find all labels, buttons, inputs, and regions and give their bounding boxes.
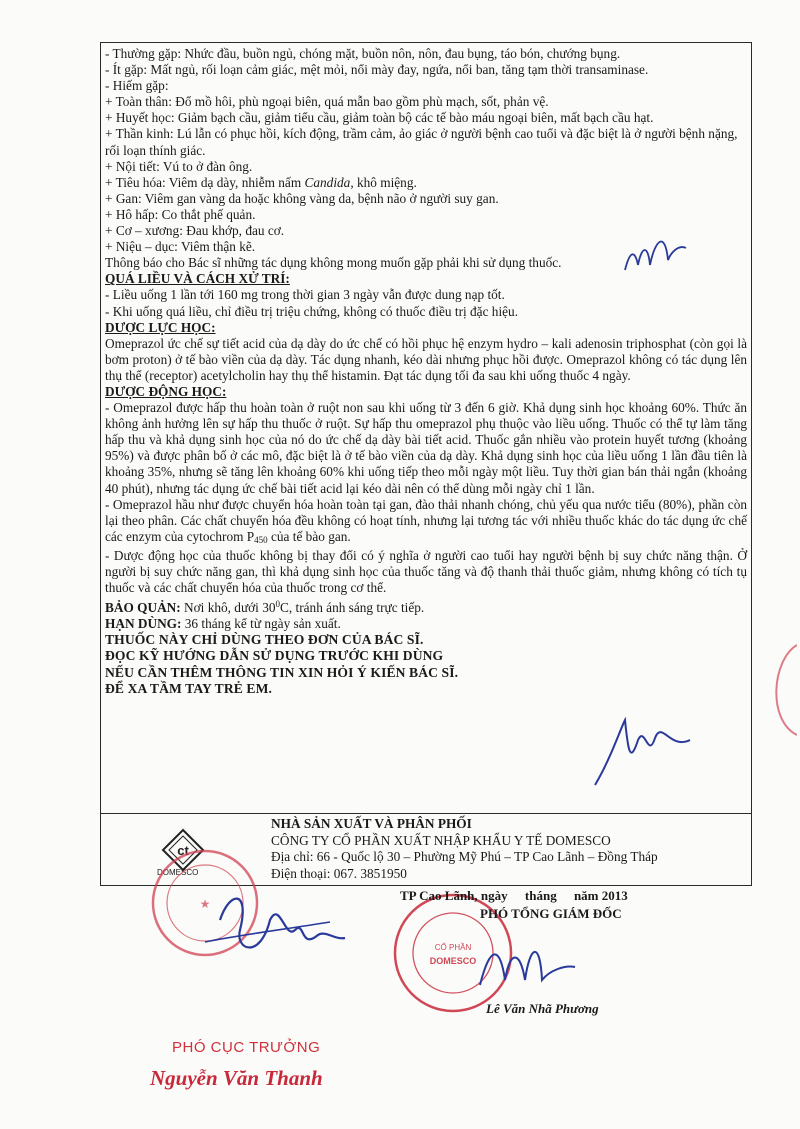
svg-text:DOMESCO: DOMESCO <box>429 956 477 966</box>
text-fragment: 36 tháng kể từ ngày sản xuất. <box>181 616 341 632</box>
paragraph: - Omeprazol được hấp thu hoàn toàn ở ruột non sau khi uống từ 3 đến 6 giờ. Khả dụng sinh học khoảng 60%. Thức ăn không ảnh hưởng lên sự hấp thu thuốc ở ruột. Sự hấp thu omeprazol phụ thuộc vào liều uống. Thuốc có thể tự làm tăng hấp thu và khả dụng sinh học của nó do ức chế dạ dày bài tiết acid. Thuốc gắn nhiều vào protein huyết tương (khoảng 95%) và được phân bố ở các mô, đặc biệt là ở tế bào viền của dạ dày. Khả dụng sinh học của liều uống 1 lần đầu tiên là khoảng 35%, nhưng sẽ tăng lên khoảng 60% khi uống tiếp theo mỗi ngày một liều. Tuy thời gian bán thải ngắn (khoảng 40 phút), nhưng tác dụng ức chế bài tiết acid lại kéo dài nên có thể dùng mỗi ngày chỉ 1 lần. <box>105 400 747 496</box>
text-line: + Hô hấp: Co thắt phế quản. <box>105 206 256 222</box>
manufacturer-company: CÔNG TY CỔ PHẦN XUẤT NHẬP KHẨU Y TẾ DOMESCO <box>271 832 611 848</box>
text-line: - Ít gặp: Mất ngủ, rối loạn cảm giác, mệt mỏi, nổi mày đay, ngứa, nổi ban, tăng tạm thời transaminase. <box>105 62 649 78</box>
text-fragment: + Tiêu hóa: Viêm dạ dày, nhiễm nấm <box>105 174 305 190</box>
paragraph: Omeprazol ức chế sự tiết acid của dạ dày do ức chế có hồi phục hệ enzym hydro – kali adenosin triphosphat (còn gọi là bơm proton) ở tế bào viền của dạ dày. Tác dụng nhanh, kéo dài nhưng phục hồi được. Omeprazol không có tác dụng lên thụ thể (receptor) acetylcholin hay thụ thể histamin. Đạt tác dụng tối đa sau khi uống thuốc 4 ngày. <box>105 335 747 383</box>
text-line: + Thần kinh: Lú lẫn có phục hồi, kích động, trầm cảm, ảo giác ở người bệnh cao tuổi và đặc biệt là ở người bệnh nặng, rối loạn thính giác. <box>105 126 738 158</box>
signature-name: Lê Văn Nhã Phương <box>486 1001 599 1016</box>
official-title: PHÓ CỤC TRƯỞNG <box>172 1039 321 1056</box>
section-heading-pharmacodynamics: DƯỢC LỰC HỌC: <box>105 319 216 335</box>
margin-stamp-icon <box>757 640 797 740</box>
text-line: - Thường gặp: Nhức đầu, buồn ngủ, chóng mặt, buồn nôn, nôn, đau bụng, táo bón, chướng bụng. <box>105 46 621 61</box>
text-line: - Liều uống 1 lần tới 160 mg trong thời gian 3 ngày vẫn được dung nạp tốt. <box>105 287 505 303</box>
svg-text:★: ★ <box>199 897 211 911</box>
subscript: 450 <box>254 534 268 545</box>
paragraph <box>105 497 747 548</box>
text-line: + Gan: Viêm gan vàng da hoặc không vàng da, bệnh não ở người suy gan. <box>105 190 499 206</box>
warning-line: ĐỌC KỸ HƯỚNG DẪN SỬ DỤNG TRƯỚC KHI DÙNG <box>105 648 444 664</box>
paragraph: - Dược động học của thuốc không bị thay đổi có ý nghĩa ở người cao tuổi hay người bệnh bị suy chức năng thận. Ở người bị suy chức năng gan, thì khả dụng sinh học của thuốc tăng và độ thanh thải thuốc giảm, nhưng không có tích tụ thuốc và các chất chuyển hóa của thuốc trong cơ thể. <box>105 547 747 596</box>
text-line: + Toàn thân: Đổ mồ hôi, phù ngoại biên, quá mẫn bao gồm phù mạch, sốt, phản vệ. <box>105 94 549 110</box>
warning-line: NẾU CẦN THÊM THÔNG TIN XIN HỎI Ý KIẾN BÁC SĨ. <box>105 664 459 680</box>
section-heading-pharmacokinetics: DƯỢC ĐỘNG HỌC: <box>105 383 227 399</box>
italic-term: Candida <box>304 174 351 190</box>
initials-signature-icon <box>620 220 690 280</box>
initials-signature-icon <box>590 710 700 790</box>
signature-date-line <box>400 888 642 904</box>
svg-text:ct: ct <box>177 843 189 858</box>
text-line: - Khi uống quá liều, chỉ điều trị triệu chứng, không có thuốc điều trị đặc hiệu. <box>105 303 519 319</box>
manufacturer-address: Địa chỉ: 66 - Quốc lộ 30 – Phường Mỹ Phú – TP Cao Lãnh – Đồng Tháp <box>271 849 658 864</box>
section-heading-overdose: QUÁ LIỀU VÀ CÁCH XỬ TRÍ: <box>105 271 290 287</box>
expiry-label: HẠN DÙNG: <box>105 616 182 632</box>
signature-place: TP Cao Lãnh, ngày <box>400 888 508 903</box>
warning-line: ĐỂ XA TẦM TAY TRẺ EM. <box>105 680 273 696</box>
manufacturer-heading: NHÀ SẢN XUẤT VÀ PHÂN PHỐI <box>271 816 472 831</box>
signature-year: năm 2013 <box>573 888 628 903</box>
signature-role: PHÓ TỔNG GIÁM ĐỐC <box>480 906 622 921</box>
warning-line: THUỐC NÀY CHỈ DÙNG THEO ĐƠN CỦA BÁC SĨ. <box>105 632 424 648</box>
text-fragment: Nơi khô, dưới 30 <box>180 600 276 616</box>
director-signature-icon <box>470 925 580 1005</box>
text-fragment: - Omeprazol hầu như được chuyển hóa hoàn toàn tại gan, đào thải nhanh chóng, chủ yếu qua nước tiểu (80%), phần còn lại theo phân. Các chất chuyển hóa đều không có hoạt tính, nhưng lại tương tác với nhiều thuốc khác do tác dụng ức chế các enzym của cytochrom P <box>105 496 747 544</box>
storage-label: BẢO QUẢN: <box>105 600 181 616</box>
official-signature-icon <box>200 880 350 970</box>
text-fragment: , khô miệng. <box>350 174 417 190</box>
superscript: 0 <box>275 599 280 610</box>
manufacturer-phone: Điện thoại: 067. 3851950 <box>271 865 407 881</box>
leaflet-body <box>100 42 752 814</box>
storage-line <box>105 596 747 616</box>
text-fragment: C, tránh ánh sáng trực tiếp. <box>280 600 425 616</box>
text-fragment: của tế bào gan. <box>267 528 351 544</box>
expiry-line <box>105 616 747 632</box>
text-line <box>105 175 747 191</box>
svg-text:CỔ PHẦN: CỔ PHẦN <box>434 943 472 952</box>
manufacturer-info <box>271 816 658 882</box>
logo-text: DOMESCO <box>157 868 199 877</box>
text-line: + Huyết học: Giảm bạch cầu, giảm tiểu cầu, giảm toàn bộ các tế bào máu ngoại biên, mất bạch cầu hạt. <box>105 110 654 126</box>
text-line: + Cơ – xương: Đau khớp, đau cơ. <box>105 223 285 239</box>
text-line: - Hiếm gặp: <box>105 78 169 94</box>
text-line: + Nội tiết: Vú to ở đàn ông. <box>105 158 253 174</box>
signature-month: tháng <box>524 888 557 903</box>
text-line: + Niệu – dục: Viêm thận kẽ. <box>105 239 256 255</box>
text-line: Thông báo cho Bác sĩ những tác dụng không mong muốn gặp phải khi sử dụng thuốc. <box>105 255 562 271</box>
official-name: Nguyễn Văn Thanh <box>150 1066 323 1090</box>
